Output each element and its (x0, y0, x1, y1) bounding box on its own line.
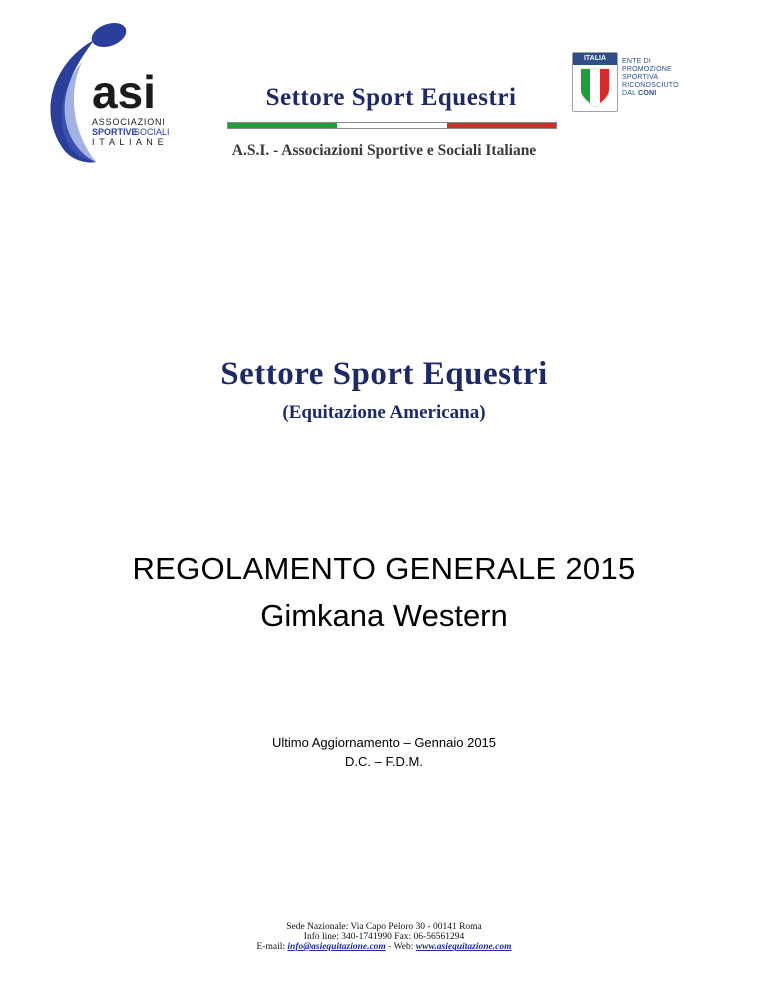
footer-email-label: E-mail: (256, 942, 288, 952)
tricolor-divider (227, 122, 557, 129)
logo-line3: I T A L I A N E (92, 137, 165, 147)
logo-brand-text: asi (92, 66, 156, 118)
last-update-text: Ultimo Aggiornamento – Gennaio 2015 (271, 735, 497, 750)
footer-web-link[interactable]: www.asiequitazione.com (415, 942, 512, 952)
authors-text: D.C. – F.D.M. (344, 754, 423, 769)
document-subtitle: Gimkana Western (260, 598, 508, 633)
footer (0, 922, 768, 952)
coni-line-2: SPORTIVA (622, 74, 659, 81)
coni-line-1: ENTE DI PROMOZIONE (622, 58, 672, 73)
logo-line2b: SOCIALI (134, 127, 170, 137)
tricolor-white (337, 123, 446, 128)
footer-web-label: - Web: (385, 942, 416, 952)
logo-line2a: SPORTIVE (92, 127, 138, 137)
main-title: Settore Sport Equestri (220, 356, 548, 392)
tricolor-green (228, 123, 337, 128)
coni-line-4-bold: CONI (638, 90, 657, 97)
logo-line1: ASSOCIAZIONI (92, 117, 166, 127)
coni-line-4 (622, 90, 702, 98)
footer-info: Info line: 340-1741990 Fax: 06-56561294 (303, 932, 465, 942)
coni-flag-label: ITALIA (573, 53, 617, 65)
footer-contacts (0, 942, 768, 952)
header-title: Settore Sport Equestri (265, 84, 517, 111)
main-subtitle: (Equitazione Americana) (282, 402, 486, 423)
coni-line-4-prefix: DAL (622, 90, 639, 97)
coni-line-3: RICONOSCIUTO (622, 82, 679, 89)
header-subtitle: A.S.I. - Associazioni Sportive e Sociali Italiane (231, 142, 537, 159)
footer-address: Sede Nazionale: Via Capo Peloro 30 - 00141 Roma (286, 922, 482, 932)
tricolor-red (447, 123, 556, 128)
footer-email-link[interactable]: info@asiequitazione.com (287, 942, 386, 952)
document-title: REGOLAMENTO GENERALE 2015 (132, 551, 636, 586)
coni-logo-icon (572, 52, 702, 112)
